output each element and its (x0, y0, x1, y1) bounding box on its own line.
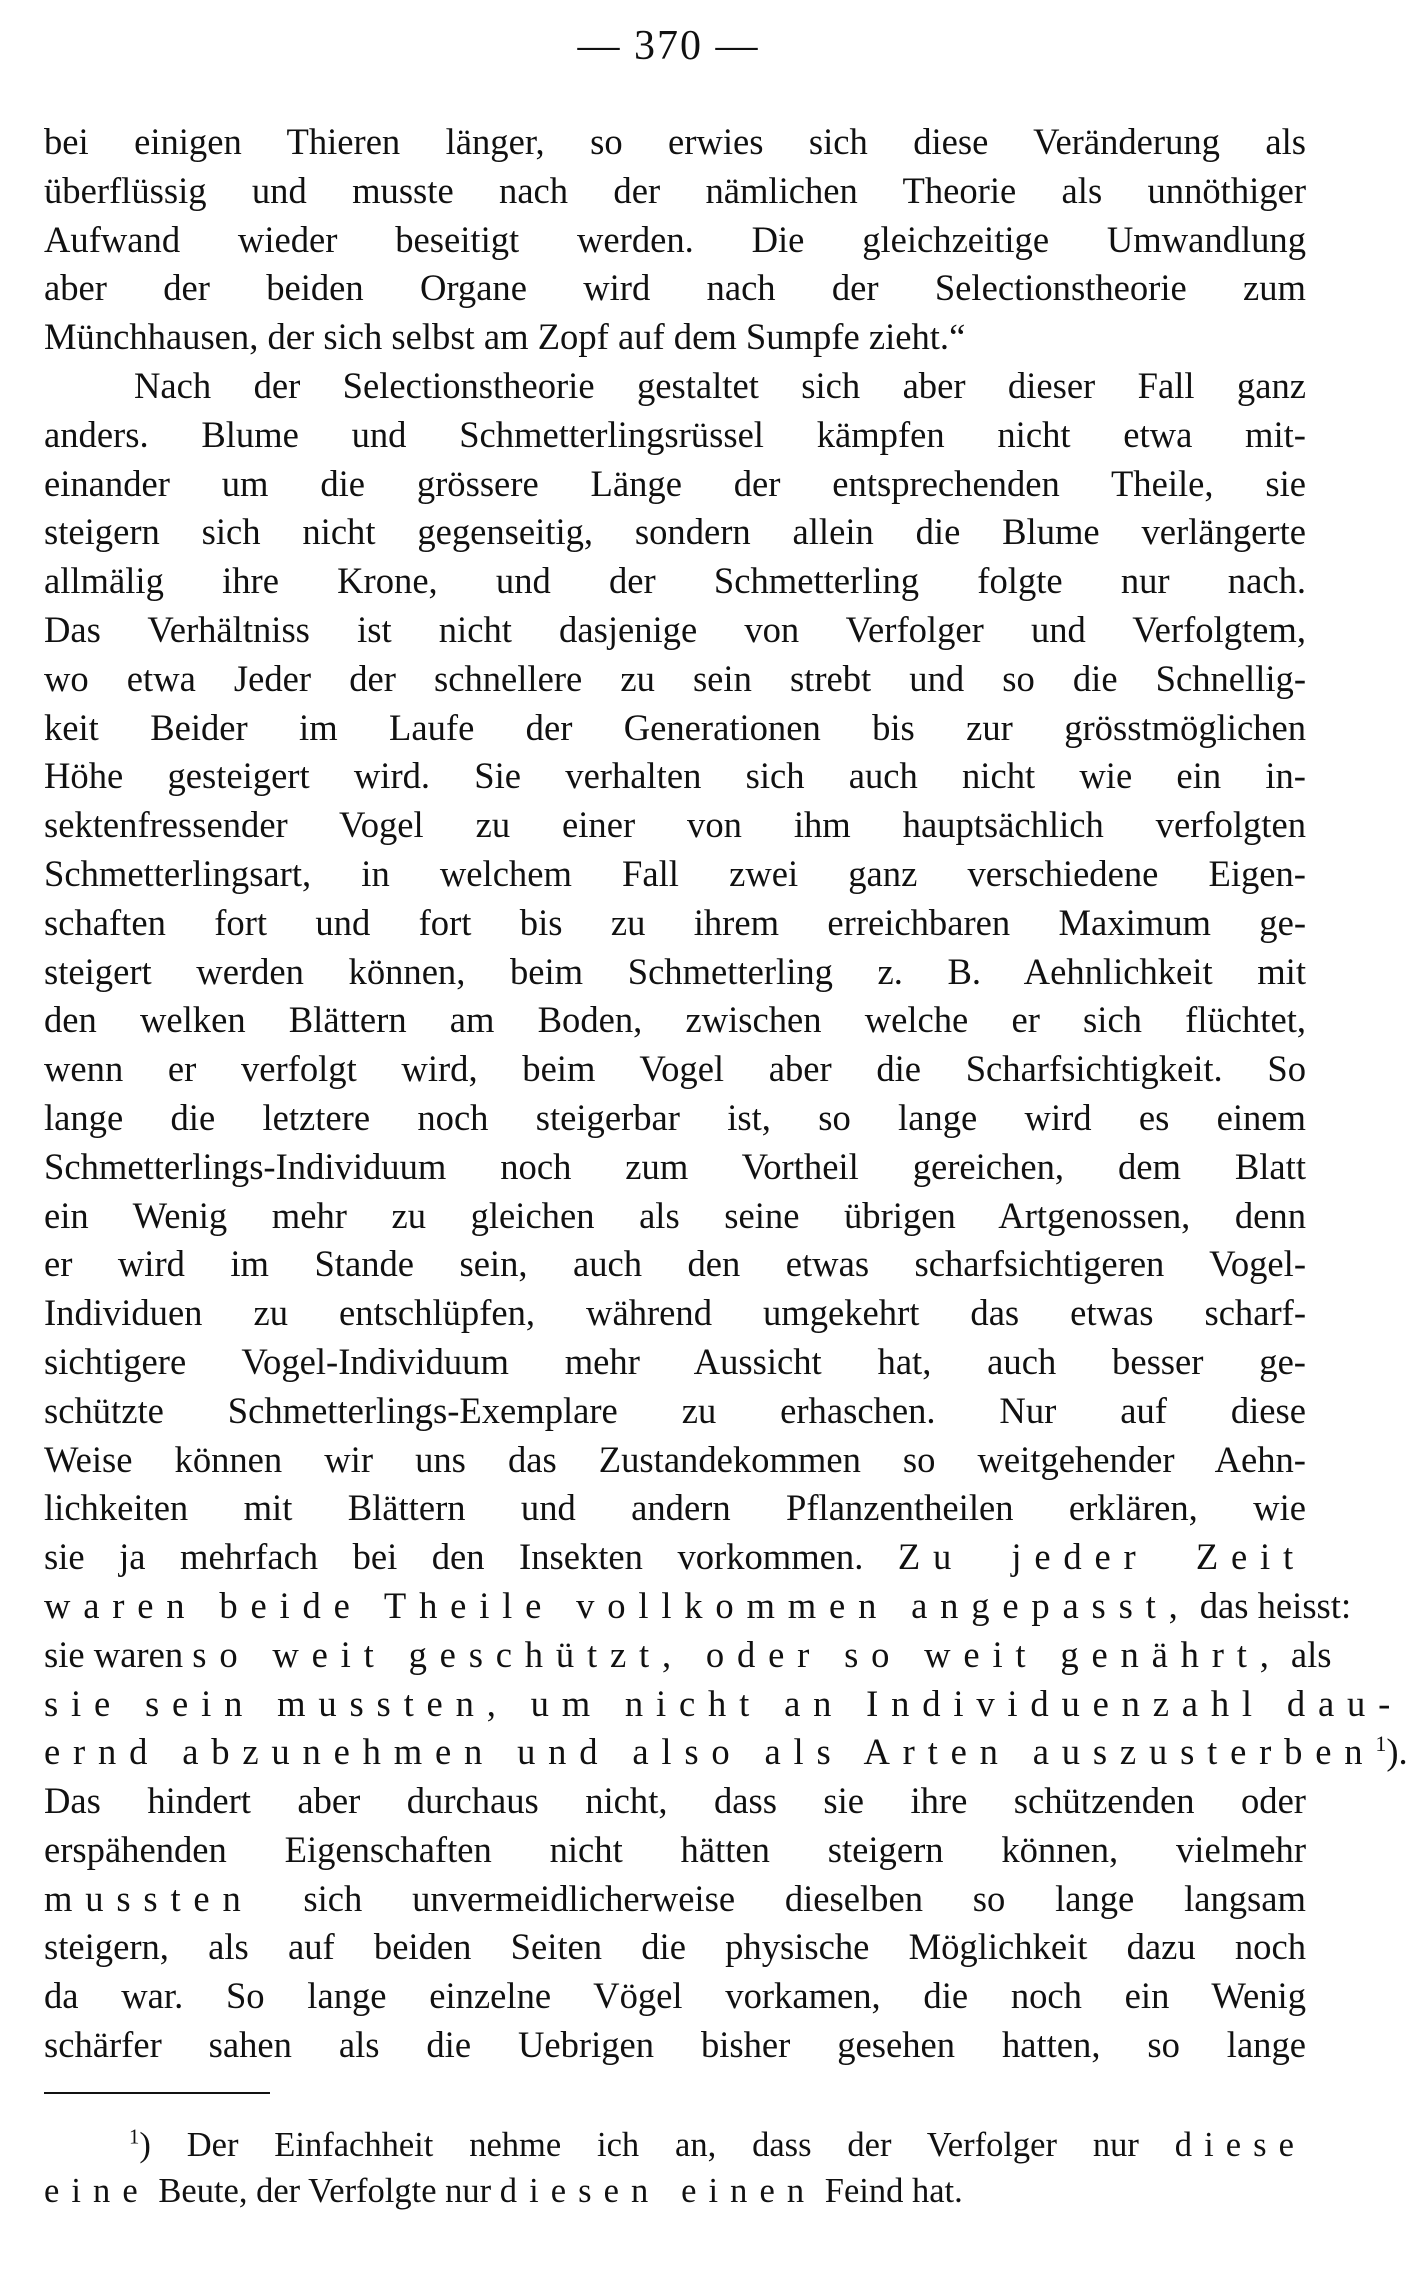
text-line: lichkeiten mit Blättern und andern Pflanzentheilen erklären, wie (44, 1487, 1306, 1529)
text-run: Beute, der Verfolgte nur (158, 2172, 492, 2210)
text-line: steigern, als auf beiden Seiten die physische Möglichkeit dazu noch (44, 1926, 1306, 1968)
spaced-text: Zu jeder Zeit (897, 1536, 1306, 1578)
text-line: da war. So lange einzelne Vögel vorkamen, die noch ein Wenig (44, 1975, 1306, 2017)
spaced-text: waren beide Theile vollkommen angepasst, (44, 1584, 1191, 1626)
text-line: Das hindert aber durchaus nicht, dass sie ihre schützenden oder (44, 1780, 1306, 1822)
text-line: schärfer sahen als die Uebrigen bisher gesehen hatten, so lange (44, 2024, 1306, 2066)
spaced-text: diese (1174, 2126, 1307, 2164)
text-line: einander um die grössere Länge der entsprechenden Theile, sie (44, 462, 1306, 504)
footnote-ref: 1 (1375, 1731, 1387, 1757)
text-line (44, 1533, 1306, 1582)
text-line: steigert werden können, beim Schmetterling z. B. Aehnlichkeit mit (44, 950, 1306, 992)
text-line: Aufwand wieder beseitigt werden. Die gleichzeitige Umwandlung (44, 218, 1306, 260)
text-line: bei einigen Thieren länger, so erwies sich diese Veränderung als (44, 121, 1306, 162)
body-text (44, 118, 1408, 2070)
text-line: erspähenden Eigenschaften nicht hätten steigern können, vielmehr (44, 1828, 1306, 1870)
text-run: ). (1386, 1731, 1408, 1773)
text-line: Individuen zu entschlüpfen, während umgekehrt das etwas scharf- (44, 1292, 1306, 1334)
spaced-text: ernd abzunehmen und also als Arten auszusterben (44, 1731, 1376, 1773)
text-run: das heisst: (1199, 1584, 1352, 1626)
text-line (44, 1631, 1332, 1680)
footnote-marker: 1 (129, 2126, 140, 2149)
text-line (44, 1680, 1404, 1729)
spaced-text: so weit geschützt, oder so weit genährt, (192, 1633, 1282, 1675)
footnote-line (44, 2168, 1306, 2214)
spaced-text: diesen einen (499, 2172, 817, 2210)
text-run: sie waren (44, 1633, 184, 1675)
text-run: ) Der Einfachheit nehme ich an, dass der Verfolger nur (139, 2126, 1139, 2164)
text-line: Münchhausen, der sich selbst am Zopf auf dem Sumpfe zieht.“ (44, 316, 966, 358)
text-line: lange die letztere noch steigerbar ist, so lange wird es einem (44, 1096, 1306, 1138)
text-line: steigern sich nicht gegenseitig, sondern allein die Blume verlängerte (44, 511, 1306, 553)
text-run: sie ja mehrfach bei den Insekten vorkommen. (44, 1536, 864, 1578)
text-run: als (1290, 1633, 1332, 1675)
text-line: anders. Blume und Schmetterlingsrüssel kämpfen nicht etwa mit- (44, 413, 1306, 455)
text-line (44, 1728, 1408, 1777)
text-line: schützte Schmetterlings-Exemplare zu erhaschen. Nur auf diese (44, 1389, 1306, 1431)
text-line: keit Beider im Laufe der Generationen bis zur grösstmöglichen (44, 706, 1306, 748)
text-run: sich unvermeidlicherweise dieselben so lange langsam (303, 1877, 1306, 1919)
text-line: sichtigere Vogel-Individuum mehr Aussicht hat, auch besser ge- (44, 1340, 1306, 1382)
footnote-divider (44, 2092, 270, 2094)
text-line: sektenfressender Vogel zu einer von ihm hauptsächlich verfolgten (44, 804, 1306, 846)
paragraph-start-line: Nach der Selectionstheorie gestaltet sich aber dieser Fall ganz (134, 364, 1306, 406)
spaced-text: mussten (44, 1877, 254, 1919)
spaced-text: sie sein mussten, um nicht an Individuenzahl dau- (44, 1682, 1404, 1724)
text-line: Weise können wir uns das Zustandekommen so weitgehender Aehn- (44, 1438, 1306, 1480)
footnote-line (44, 2122, 1306, 2168)
text-line (44, 1582, 1352, 1631)
text-line: Das Verhältniss ist nicht dasjenige von Verfolger und Verfolgtem, (44, 608, 1306, 650)
footnote (44, 2122, 1306, 2214)
text-line: allmälig ihre Krone, und der Schmetterling folgte nur nach. (44, 560, 1306, 602)
text-line: wenn er verfolgt wird, beim Vogel aber die Scharfsichtigkeit. So (44, 1048, 1306, 1090)
text-line: aber der beiden Organe wird nach der Selectionstheorie zum (44, 267, 1306, 309)
text-line: den welken Blättern am Boden, zwischen welche er sich flüchtet, (44, 999, 1306, 1041)
text-line: Höhe gesteigert wird. Sie verhalten sich auch nicht wie ein in- (44, 755, 1306, 797)
text-line: ein Wenig mehr zu gleichen als seine übrigen Artgenossen, denn (44, 1194, 1306, 1236)
spaced-text: eine (44, 2172, 150, 2210)
text-line: er wird im Stande sein, auch den etwas scharfsichtigeren Vogel- (44, 1243, 1306, 1285)
text-line: überflüssig und musste nach der nämlichen Theorie als unnöthiger (44, 169, 1306, 211)
text-line: wo etwa Jeder der schnellere zu sein strebt und so die Schnellig- (44, 657, 1306, 699)
text-line (44, 1875, 1306, 1924)
text-line: Schmetterlings-Individuum noch zum Vortheil gereichen, dem Blatt (44, 1145, 1306, 1187)
page-number: — 370 — (577, 23, 760, 69)
text-line: schaften fort und fort bis zu ihrem erreichbaren Maximum ge- (44, 901, 1306, 943)
text-run: Feind hat. (824, 2172, 963, 2210)
text-line: Schmetterlingsart, in welchem Fall zwei ganz verschiedene Eigen- (44, 852, 1306, 894)
